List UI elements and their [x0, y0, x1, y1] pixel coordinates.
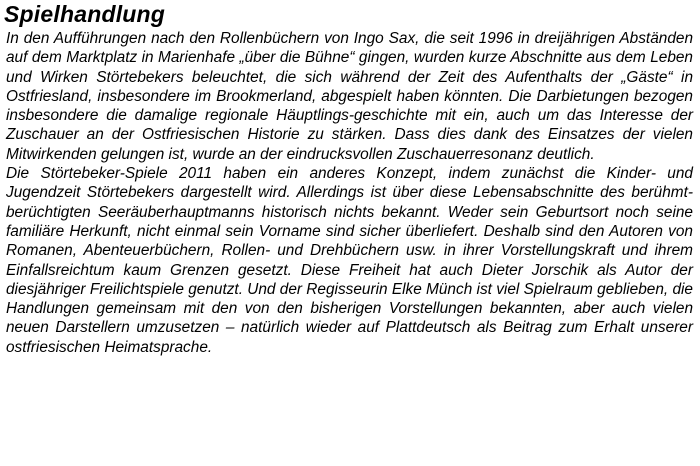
document-title: Spielhandlung	[4, 1, 166, 27]
paragraph-2: Die Störtebeker-Spiele 2011 haben ein anderes Konzept, indem zunächst die Kinder- und Jugendzeit Störtebekers dargestellt wird. Allerdings ist über diese Lebensabschnitte des berühmt-berüchtigten Seeräuberhauptmanns historisch nichts bekannt. Weder sein Geburtsort noch seine familiäre Herkunft, nicht einmal sein Vorname sind sicher überliefert. Deshalb sind den Autoren von Romanen, Abenteuerbüchern, Rollen- und Drehbüchern usw. in ihrer Vorstellungskraft und ihrem Einfallsreichtum kaum Grenzen gesetzt. Diese Freiheit hat auch Dieter Jorschik als Autor der diesjähriger Freilichtspiele genutzt. Und der Regisseurin Elke Münch ist viel Spielraum geblieben, die Handlungen gemeinsam mit den von den bisherigen Vorstellungen bekannten, aber auch vielen neuen Darstellern umzusetzen – natürlich wieder auf Plattdeutsch als Beitrag zum Erhalt unserer ostfriesischen Heimatsprache.	[6, 165, 693, 356]
paragraph-1: In den Aufführungen nach den Rollenbüchern von Ingo Sax, die seit 1996 in dreijährigen Abständen auf dem Marktplatz in Marienhafe „über die Bühne“ gingen, wurden kurze Abschnitte aus dem Leben und Wirken Störtebekers beleuchtet, die sich während der Zeit des Aufenthalts der „Gäste“ in Ostfriesland, insbesondere im Brookmerland, abgespielt haben könnten. Die Darbietungen bezogen insbesondere die damalige regionale Häuptlings-geschichte mit ein, auch um das Interesse der Zuschauer an der Ostfriesischen Historie zu stärken. Dass dies dank des Einsatzes der vielen Mitwirkenden gelungen ist, wurde an der eindrucksvollen Zuschauerresonanz deutlich.	[6, 30, 693, 163]
document-body	[6, 29, 693, 357]
